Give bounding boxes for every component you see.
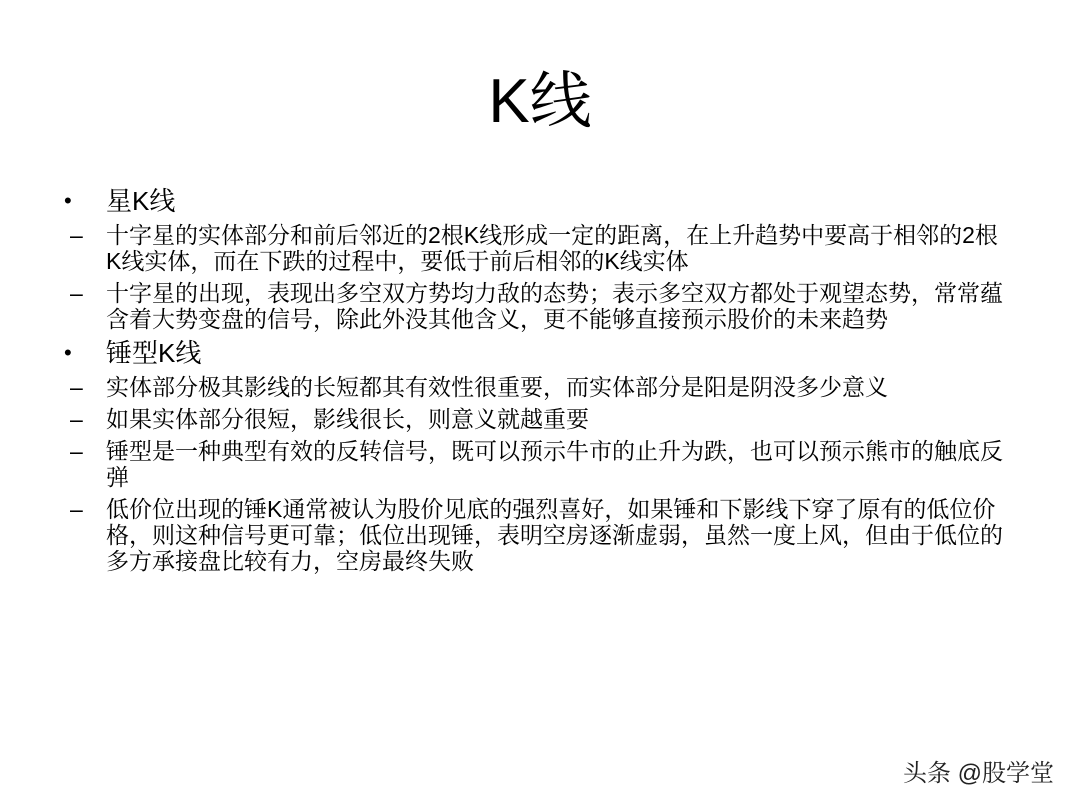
sub-item	[60, 496, 1006, 574]
sub-list-hammer-kline	[60, 374, 1040, 574]
sub-bullet-marker: –	[70, 222, 83, 248]
sub-item-text: 锤型是一种典型有效的反转信号，既可以预示牛市的止升为跌，也可以预示熊市的触底反弹	[106, 438, 1003, 490]
sub-item-text: 低价位出现的锤K通常被认为股价见底的强烈喜好，如果锤和下影线下穿了原有的低位价格，则这种信号更可靠；低位出现锤，表明空房逐渐虚弱，虽然一度上风，但由于低位的多方承接盘比较有力，空房最终失败	[106, 496, 1003, 574]
sub-bullet-marker: –	[70, 406, 83, 432]
sub-bullet-marker: –	[70, 280, 83, 306]
bullet-marker: •	[64, 188, 72, 213]
sub-item	[60, 374, 1006, 400]
sub-item	[60, 438, 1006, 490]
bullet-list	[60, 186, 1040, 580]
sub-item-text: 如果实体部分很短，影线很长，则意义就越重要	[106, 406, 589, 432]
sub-item-text: 十字星的实体部分和前后邻近的2根K线形成一定的距离，在上升趋势中要高于相邻的2根K线实体，而在下跌的过程中，要低于前后相邻的K线实体	[106, 222, 998, 274]
sub-list-star-kline	[60, 222, 1040, 332]
sub-item	[60, 406, 1006, 432]
sub-item	[60, 280, 1006, 332]
sub-bullet-marker: –	[70, 438, 83, 464]
page-title: K线	[488, 67, 592, 136]
bullet-heading: 星K线	[106, 186, 176, 216]
sub-item-text: 十字星的出现，表现出多空双方势均力敌的态势；表示多空双方都处于观望态势，常常蕴含着大势变盘的信号，除此外没其他含义，更不能够直接预示股价的未来趋势	[106, 280, 1003, 332]
bullet-heading: 锤型K线	[106, 338, 202, 368]
bullet-hammer-kline	[60, 338, 1040, 368]
sub-bullet-marker: –	[70, 496, 83, 522]
source-watermark: 头条 @股学堂	[902, 760, 1054, 787]
bullet-star-kline	[60, 186, 1040, 216]
bullet-marker: •	[64, 340, 72, 365]
sub-item	[60, 222, 1006, 274]
sub-bullet-marker: –	[70, 374, 83, 400]
sub-item-text: 实体部分极其影线的长短都其有效性很重要，而实体部分是阳是阴没多少意义	[106, 374, 888, 400]
